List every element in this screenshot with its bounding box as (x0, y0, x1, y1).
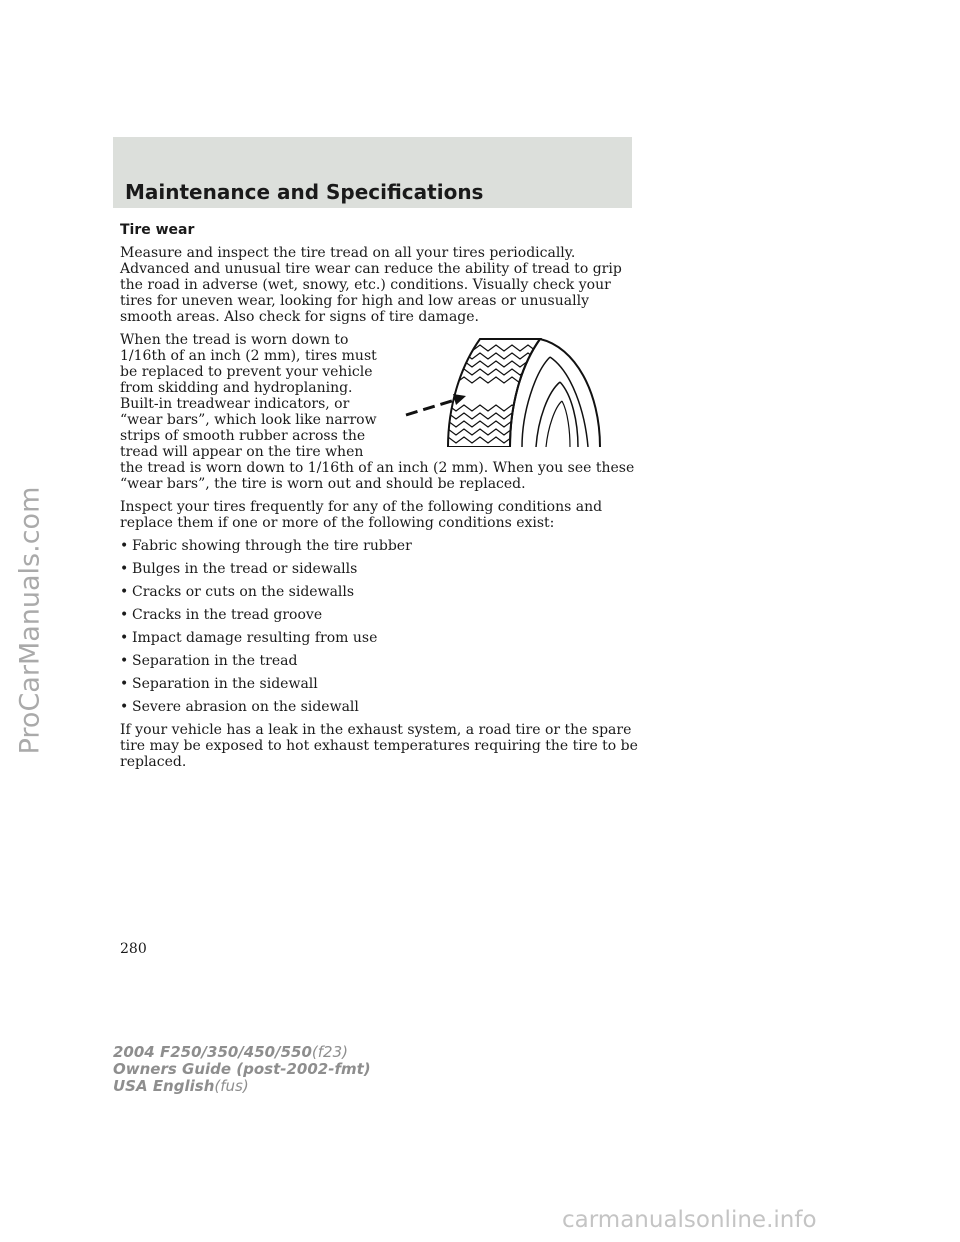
list-item: • Cracks or cuts on the sidewalls (120, 584, 355, 600)
bullet-icon: • (120, 607, 129, 623)
bullet-icon: • (120, 630, 129, 646)
bottom-watermark: carmanualsonline.info (562, 1207, 817, 1233)
bullet-icon: • (120, 584, 129, 600)
paragraph-exhaust-leak: If your vehicle has a leak in the exhaust system, a road tire or the spare tire may be exposed to hot exhaust temperatures requiring the tire to be replaced. (120, 722, 638, 770)
bullet-icon: • (120, 676, 129, 692)
side-watermark-text: ProCarManuals.com (14, 486, 46, 754)
list-item: • Bulges in the tread or sidewalls (120, 561, 358, 577)
paragraph-inspect-conditions: Inspect your tires frequently for any of the following conditions and replace them if one or more of the following conditions exist: (120, 499, 603, 531)
page-content (120, 222, 638, 777)
footer-line-guide: Owners Guide (post-2002-fmt) (113, 1060, 371, 1078)
paragraph-tread-worn-wrap: When the tread is worn down to 1/16th of an inch (2 mm), tires must be replaced to prevent your vehicle from skidding and hydroplaning. Built-in treadwear indicators, or “wear bars”, which look like narrow strips of smooth rubber across the tread will appear on the tire when (120, 332, 377, 460)
side-watermark (4, 455, 56, 785)
footer-line-language: USA English(fus) (113, 1077, 249, 1095)
section-header-title: Maintenance and Specifications (125, 180, 484, 204)
list-item: • Severe abrasion on the sidewall (120, 699, 359, 715)
list-item: • Fabric showing through the tire rubber (120, 538, 412, 554)
page-number: 280 (120, 941, 147, 957)
bullet-icon: • (120, 699, 129, 715)
bullet-icon: • (120, 653, 129, 669)
section-header-band (113, 137, 632, 208)
list-item: • Cracks in the tread groove (120, 607, 323, 623)
list-item: • Separation in the tread (120, 653, 298, 669)
list-item: • Separation in the sidewall (120, 676, 318, 692)
section-title: Tire wear (120, 222, 195, 238)
list-item: • Impact damage resulting from use (120, 630, 378, 646)
conditions-list (120, 538, 638, 715)
tire-wear-bar-illustration (400, 337, 610, 447)
paragraph-measure-inspect: Measure and inspect the tire tread on all your tires periodically. Advanced and unusual tire wear can reduce the ability of tread to grip the road in adverse (wet, snowy, etc.) conditions. Visually check your tires for uneven wear, looking for high and low areas or unusually smooth areas. Also check for signs of tire damage. (120, 245, 622, 325)
bullet-icon: • (120, 538, 129, 554)
bullet-icon: • (120, 561, 129, 577)
paragraph-tread-worn-cont: the tread is worn down to 1/16th of an inch (2 mm). When you see these “wear bars”, the tire is worn out and should be replaced. (120, 460, 635, 492)
footer-line-model: 2004 F250/350/450/550(f23) (113, 1043, 348, 1061)
document-footer (113, 1044, 371, 1095)
